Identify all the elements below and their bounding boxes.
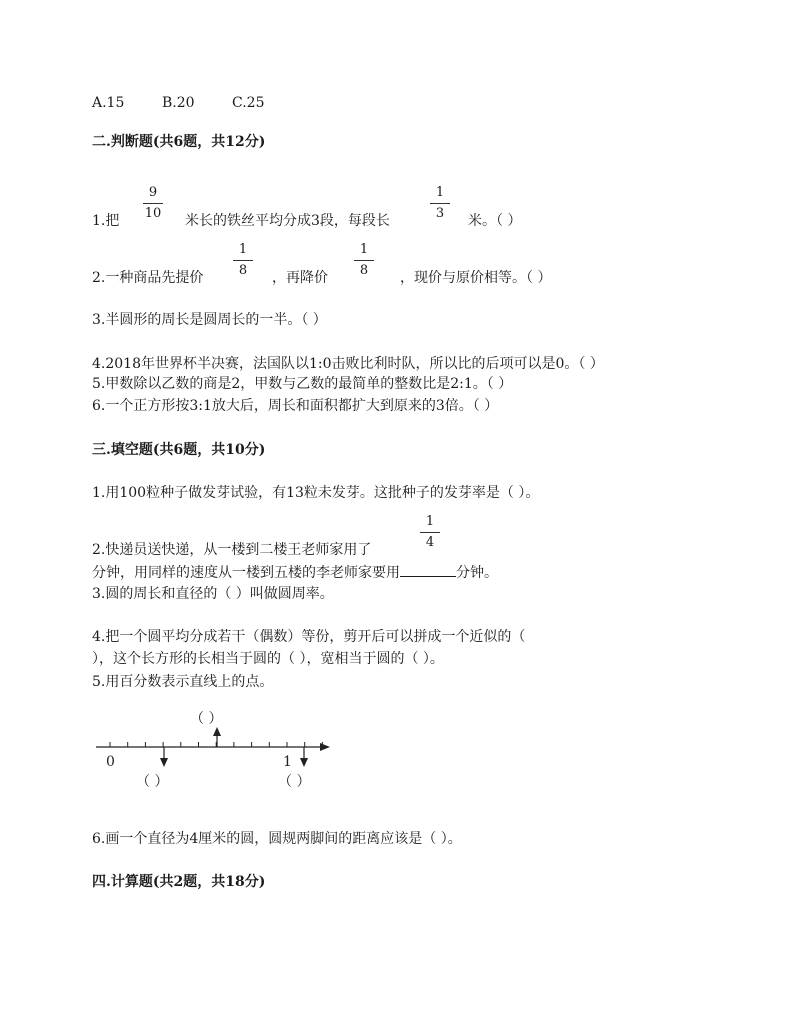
fraction-one-third — [429, 186, 451, 221]
fill-q4-part-b: ），这个长方形的长相当于圆的（ ），宽相当于圆的（ ）。 — [92, 651, 444, 667]
section-title-fill-in: 三.填空题(共6题，共10分) — [92, 442, 266, 458]
fraction-denominator: 3 — [435, 206, 445, 221]
fill-q6: 6.画一个直径为4厘米的圆，圆规两脚间的距离应该是（ ）。 — [92, 831, 462, 847]
fraction-one-quarter — [419, 515, 441, 550]
number-line-arrowhead — [320, 743, 330, 751]
option-c: C.25 — [232, 95, 265, 111]
fraction-nine-tenths — [142, 186, 164, 221]
paren-right: （ ） — [278, 774, 311, 790]
judgment-q1-part-b: 米长的铁丝平均分成3段，每段长 — [185, 213, 390, 229]
fraction-bar — [233, 260, 253, 261]
down-arrow-left-head — [160, 758, 168, 767]
judgment-q2-part-c: ，现价与原价相等。（ ） — [400, 270, 552, 286]
fraction-numerator: 1 — [435, 185, 445, 200]
paren-left: （ ） — [136, 774, 169, 790]
fraction-one-eighth-a — [232, 243, 254, 278]
number-line-figure — [90, 705, 340, 795]
option-b: B.20 — [162, 95, 195, 111]
fill-q2-part-c: 分钟。 — [456, 565, 498, 581]
fraction-numerator: 1 — [425, 514, 435, 529]
fill-q3: 3.圆的周长和直径的（ ）叫做圆周率。 — [92, 586, 334, 602]
judgment-q2-part-b: ，再降价 — [272, 270, 328, 286]
fraction-denominator: 4 — [425, 535, 435, 550]
section-title-calculation: 四.计算题(共2题，共18分) — [92, 874, 266, 890]
fraction-denominator: 8 — [238, 263, 248, 278]
fraction-bar — [420, 532, 440, 533]
fraction-bar — [354, 260, 374, 261]
fill-q2-line-2 — [92, 564, 498, 582]
fill-q2-part-b: 分钟，用同样的速度从一楼到五楼的李老师家要用 — [92, 565, 400, 581]
judgment-q5: 5.甲数除以乙数的商是2，甲数与乙数的最简单的整数比是2:1。（ ） — [92, 376, 513, 392]
judgment-q2-part-a: 2.一种商品先提价 — [92, 270, 204, 286]
fill-q4-part-a: 4.把一个圆平均分成若干（偶数）等份，剪开后可以拼成一个近似的（ — [92, 629, 526, 645]
fraction-bar — [143, 203, 163, 204]
fill-q1: 1.用100粒种子做发芽试验，有13粒未发芽。这批种子的发芽率是（ ）。 — [92, 485, 540, 501]
up-arrow-head — [213, 727, 221, 736]
judgment-q4: 4.2018年世界杯半决赛，法国队以1:0击败比利时队，所以比的后项可以是0。（ ） — [92, 356, 604, 372]
fraction-denominator: 10 — [144, 206, 162, 221]
paren-top: （ ） — [190, 711, 223, 727]
fraction-numerator: 1 — [238, 242, 248, 257]
answer-blank[interactable] — [400, 564, 456, 577]
fill-q5: 5.用百分数表示直线上的点。 — [92, 674, 274, 690]
fraction-numerator: 1 — [359, 242, 369, 257]
fill-q2-part-a: 2.快递员送快递，从一楼到二楼王老师家用了 — [92, 542, 372, 558]
label-zero: 0 — [106, 754, 115, 770]
fraction-numerator: 9 — [148, 185, 158, 200]
fraction-bar — [430, 203, 450, 204]
fraction-one-eighth-b — [353, 243, 375, 278]
judgment-q3: 3.半圆形的周长是圆周长的一半。（ ） — [92, 312, 327, 328]
judgment-q1-part-a: 1.把 — [92, 213, 120, 229]
option-a: A.15 — [92, 95, 125, 111]
section-title-judgment: 二.判断题(共6题，共12分) — [92, 134, 266, 150]
fraction-denominator: 8 — [359, 263, 369, 278]
judgment-q6: 6.一个正方形按3:1放大后，周长和面积都扩大到原来的3倍。（ ） — [92, 398, 499, 414]
label-one: 1 — [283, 754, 292, 770]
down-arrow-right-head — [300, 758, 308, 767]
number-line-ticks — [110, 742, 322, 747]
judgment-q1-part-c: 米。（ ） — [468, 213, 522, 229]
